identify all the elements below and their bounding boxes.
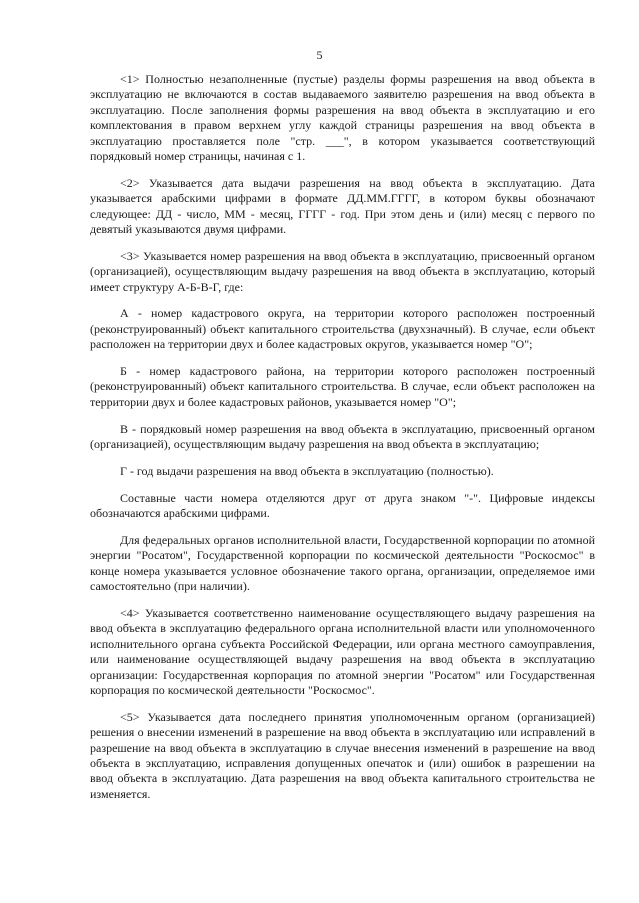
number-separator-note: Составные части номера отделяются друг от друга знаком "-". Цифровые индексы обозначаются арабскими цифрами.: [90, 490, 595, 521]
number-part-g: Г - год выдачи разрешения на ввод объекта в эксплуатацию (полностью).: [120, 463, 494, 478]
footnote-5: <5> Указывается дата последнего принятия уполномоченным органом (организацией) решения о внесении изменений в разрешение на ввод объекта в эксплуатацию или исправлений в разрешение на ввод объекта в эксплуатацию в случае внесения изменений в разрешение на ввод объекта в эксплуатацию, исправления допущенных опечаток и (или) ошибок в разрешении на ввод объекта в эксплуатацию. Дата разрешения на ввод объекта капитального строительства не изменяется.: [90, 709, 595, 801]
number-part-a: А - номер кадастрового округа, на территории которого расположен построенный (реконструированный) объект капитального строительства (двухзначный). В случае, если объект расположен на территории двух и более кадастровых округов, указывается номер "О";: [90, 306, 595, 352]
page-number: 5: [316, 48, 323, 62]
document-body: [90, 72, 595, 814]
footnote-1: <1> Полностью незаполненные (пустые) разделы формы разрешения на ввод объекта в эксплуатацию не включаются в состав выдаваемого заявителю разрешения на ввод объекта в эксплуатацию. После заполнения формы разрешения на ввод объекта в эксплуатацию и его комплектования в правом верхнем углу каждой страницы разрешения на ввод объекта в эксплуатацию проставляется поле "стр. ___", в котором указывается соответствующий порядковый номер страницы, начиная с 1.: [90, 72, 595, 164]
federal-bodies-note: Для федеральных органов исполнительной власти, Государственной корпорации по атомной энергии "Росатом", Государственной корпорации по космической деятельности "Роскосмос" в конце номера указывается условное обозначение такого органа, организации, определяемое ими самостоятельно (при наличии).: [90, 532, 595, 594]
number-part-v: В - порядковый номер разрешения на ввод объекта в эксплуатацию, присвоенный органом (организацией), осуществляющим выдачу разрешения на ввод объекта в эксплуатацию;: [90, 421, 595, 452]
number-part-b: Б - номер кадастрового района, на территории которого расположен построенный (реконструированный) объект капитального строительства. В случае, если объект расположен на территории двух и более кадастровых районов, указывается номер "О";: [90, 364, 595, 409]
footnote-2: <2> Указывается дата выдачи разрешения на ввод объекта в эксплуатацию. Дата указывается арабскими цифрами в формате ДД.ММ.ГГГГ, в котором буквы обозначают следующее: ДД - число, ММ - месяц, ГГГГ - год. При этом день и (или) месяц с первого по девятый указываются двумя цифрами.: [90, 175, 595, 237]
footnote-3: <3> Указывается номер разрешения на ввод объекта в эксплуатацию, присвоенный органом (организацией), осуществляющим выдачу разрешения на ввод объекта в эксплуатацию, который имеет структуру А-Б-В-Г, где:: [90, 248, 595, 294]
footnote-4: <4> Указывается соответственно наименование осуществляющего выдачу разрешения на ввод объекта в эксплуатацию федерального органа исполнительной власти или уполномоченного исполнительного органа субъекта Российской Федерации, или органа местного самоуправления, или наименование осуществляющей выдачу разрешения на ввод объекта в эксплуатацию организации: Государственная корпорация по атомной энергии "Росатом" или Государственная корпорация по космической деятельности "Роскосмос".: [90, 605, 595, 697]
